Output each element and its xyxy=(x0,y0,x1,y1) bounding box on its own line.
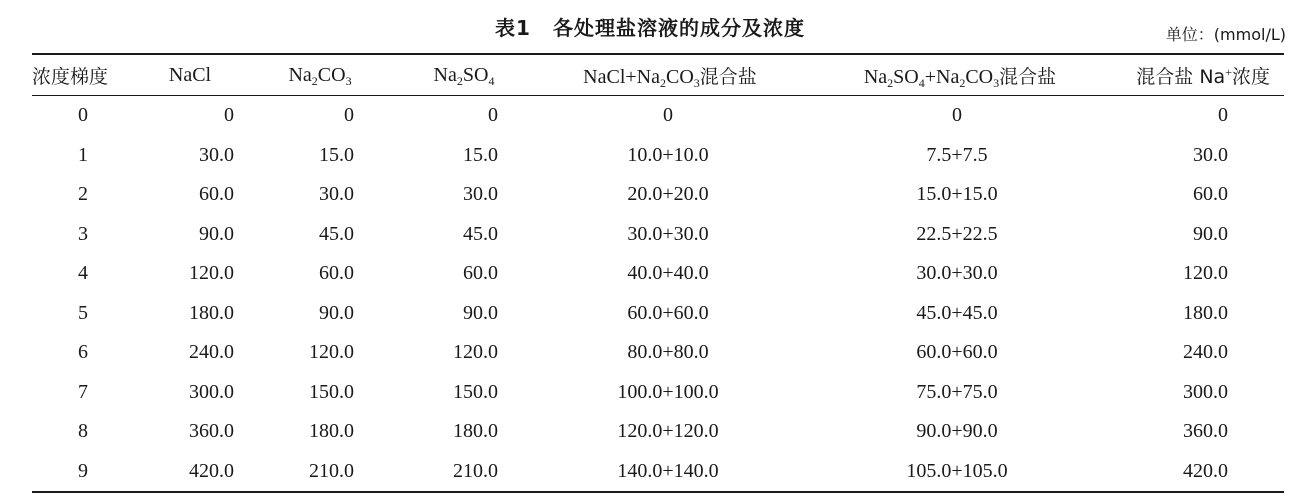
cell-nacl: 0 xyxy=(224,104,234,127)
cell-nacl-na2co3-mix: 120.0+120.0 xyxy=(617,420,719,443)
cell-gradient: 1 xyxy=(78,143,88,166)
cell-nacl: 360.0 xyxy=(189,420,234,443)
cell-nacl-na2co3-mix: 40.0+40.0 xyxy=(627,262,709,285)
cell-na2co3: 150.0 xyxy=(309,380,354,403)
cell-na-concentration: 240.0 xyxy=(1183,341,1228,364)
col-header-nacl-na2co3-mix: $NaCl+Na_2CO_3$混合盐 xyxy=(536,54,804,96)
table-title: 各处理盐溶液的成分及浓度 xyxy=(552,16,805,40)
cell-na2co3: 90.0 xyxy=(319,301,354,324)
cell-na2so4-na2co3-mix: 45.0+45.0 xyxy=(916,301,998,324)
table-number: 表1 xyxy=(495,16,531,40)
cell-gradient: 8 xyxy=(78,420,88,443)
cell-na2so4-na2co3-mix: 60.0+60.0 xyxy=(916,341,998,364)
cell-gradient: 0 xyxy=(78,104,88,127)
cell-gradient: 2 xyxy=(78,183,88,206)
cell-na2so4: 150.0 xyxy=(453,380,498,403)
col-header-na2so4: $Na_2SO_4$ xyxy=(392,54,536,96)
table-row xyxy=(32,215,1284,255)
cell-na-concentration: 120.0 xyxy=(1183,262,1228,285)
cell-gradient: 7 xyxy=(78,380,88,403)
cell-nacl: 60.0 xyxy=(199,183,234,206)
cell-na2so4: 210.0 xyxy=(392,452,536,493)
cell-na2so4-na2co3-mix: 105.0+105.0 xyxy=(804,452,1116,493)
cell-na2co3: 15.0 xyxy=(319,143,354,166)
cell-nacl-na2co3-mix: 140.0+140.0 xyxy=(536,452,804,493)
table-row xyxy=(32,175,1284,215)
cell-na2so4-na2co3-mix: 0 xyxy=(952,104,962,127)
table-row xyxy=(32,373,1284,413)
cell-na2so4-na2co3-mix: 7.5+7.5 xyxy=(926,143,988,166)
cell-nacl-na2co3-mix: 30.0+30.0 xyxy=(627,222,709,245)
col-header-nacl: NaCl xyxy=(132,54,248,96)
table-row xyxy=(32,452,1284,493)
table-caption xyxy=(0,12,1300,41)
concentration-table xyxy=(32,53,1284,493)
cell-gradient: 4 xyxy=(78,262,88,285)
table-row xyxy=(32,254,1284,294)
cell-na2co3: 30.0 xyxy=(319,183,354,206)
col-header-na2so4-na2co3-mix: $Na_2SO_4+Na_2CO_3$混合盐 xyxy=(804,54,1116,96)
table-row xyxy=(32,333,1284,373)
cell-na2so4: 60.0 xyxy=(463,262,498,285)
cell-nacl-na2co3-mix: 0 xyxy=(663,104,673,127)
cell-na2so4: 45.0 xyxy=(463,222,498,245)
cell-na-concentration: 30.0 xyxy=(1193,143,1228,166)
cell-gradient: 3 xyxy=(78,222,88,245)
table-row xyxy=(32,96,1284,136)
cell-na-concentration: 420.0 xyxy=(1116,452,1284,493)
cell-nacl: 90.0 xyxy=(199,222,234,245)
cell-nacl-na2co3-mix: 100.0+100.0 xyxy=(617,380,719,403)
cell-na2co3: 210.0 xyxy=(248,452,392,493)
table-row xyxy=(32,294,1284,334)
cell-na2co3: 45.0 xyxy=(319,222,354,245)
cell-na-concentration: 300.0 xyxy=(1183,380,1228,403)
cell-gradient: 9 xyxy=(32,452,132,493)
cell-na2so4: 90.0 xyxy=(463,301,498,324)
cell-na-concentration: 180.0 xyxy=(1183,301,1228,324)
cell-na2so4: 30.0 xyxy=(463,183,498,206)
cell-nacl-na2co3-mix: 20.0+20.0 xyxy=(627,183,709,206)
cell-na2co3: 60.0 xyxy=(319,262,354,285)
cell-na-concentration: 0 xyxy=(1218,104,1228,127)
cell-nacl: 180.0 xyxy=(189,301,234,324)
cell-na-concentration: 60.0 xyxy=(1193,183,1228,206)
col-header-na2co3: $Na_2CO_3$ xyxy=(248,54,392,96)
cell-nacl: 420.0 xyxy=(132,452,248,493)
cell-nacl-na2co3-mix: 60.0+60.0 xyxy=(627,301,709,324)
col-header-na-concentration: 混合盐 Na+浓度 xyxy=(1116,54,1284,96)
cell-na-concentration: 90.0 xyxy=(1193,222,1228,245)
cell-nacl-na2co3-mix: 80.0+80.0 xyxy=(627,341,709,364)
cell-nacl: 240.0 xyxy=(189,341,234,364)
cell-na2so4-na2co3-mix: 75.0+75.0 xyxy=(916,380,998,403)
cell-gradient: 5 xyxy=(78,301,88,324)
cell-na2so4: 120.0 xyxy=(453,341,498,364)
table-row xyxy=(32,412,1284,452)
cell-gradient: 6 xyxy=(78,341,88,364)
cell-na2so4: 15.0 xyxy=(463,143,498,166)
unit-label: 单位：(mmol/L) xyxy=(1165,25,1286,44)
cell-na2so4-na2co3-mix: 90.0+90.0 xyxy=(916,420,998,443)
cell-nacl-na2co3-mix: 10.0+10.0 xyxy=(627,143,709,166)
col-header-gradient: 浓度梯度 xyxy=(32,54,132,96)
table-row xyxy=(32,136,1284,176)
cell-nacl: 120.0 xyxy=(189,262,234,285)
cell-na2co3: 0 xyxy=(344,104,354,127)
cell-na2so4: 0 xyxy=(488,104,498,127)
header-row xyxy=(32,54,1284,96)
cell-na-concentration: 360.0 xyxy=(1183,420,1228,443)
cell-na2co3: 180.0 xyxy=(309,420,354,443)
cell-nacl: 30.0 xyxy=(199,143,234,166)
cell-na2so4-na2co3-mix: 22.5+22.5 xyxy=(916,222,998,245)
cell-na2co3: 120.0 xyxy=(309,341,354,364)
cell-na2so4-na2co3-mix: 30.0+30.0 xyxy=(916,262,998,285)
cell-na2so4-na2co3-mix: 15.0+15.0 xyxy=(916,183,998,206)
cell-na2so4: 180.0 xyxy=(453,420,498,443)
cell-nacl: 300.0 xyxy=(189,380,234,403)
